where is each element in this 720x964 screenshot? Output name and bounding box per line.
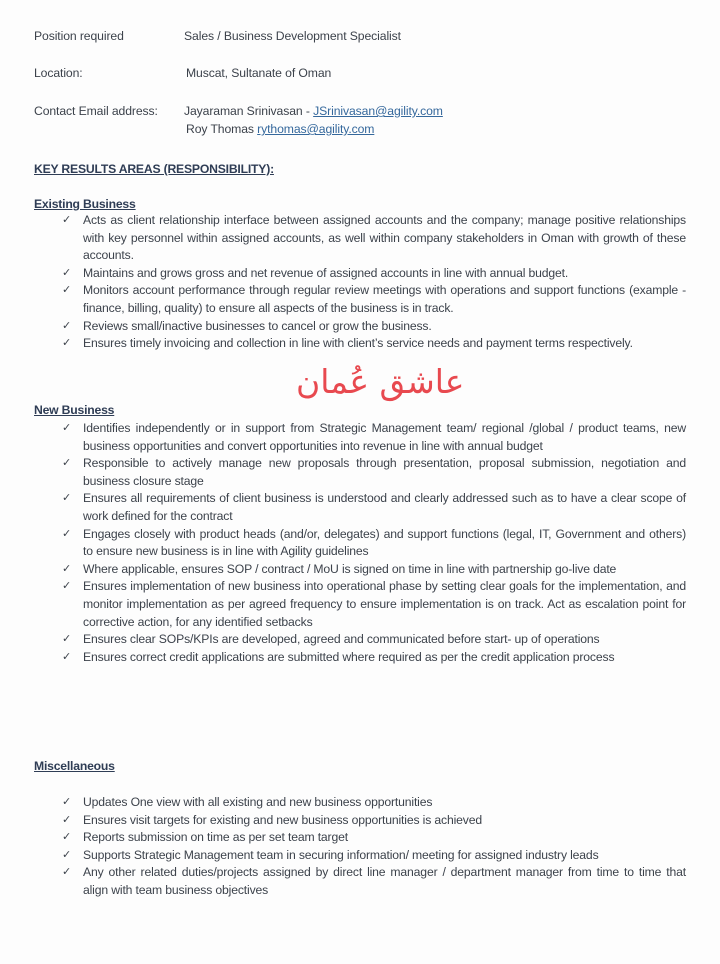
list-item <box>62 631 686 649</box>
section-title-miscellaneous: Miscellaneous <box>34 759 115 773</box>
checkmark-icon: ✓ <box>62 813 72 826</box>
list-item-text: Maintains and grows gross and net revenue of assigned accounts in line with annual budget. <box>83 265 569 280</box>
checkmark-icon: ✓ <box>62 866 72 879</box>
checkmark-icon: ✓ <box>62 527 72 540</box>
list-item <box>62 847 686 865</box>
checkmark-icon: ✓ <box>62 633 72 646</box>
checkmark-icon: ✓ <box>62 337 72 350</box>
checkmark-icon: ✓ <box>62 319 72 332</box>
list-item <box>62 335 686 353</box>
list-item <box>62 265 686 283</box>
contact-2 <box>186 122 374 136</box>
position-value: Sales / Business Development Specialist <box>184 29 401 43</box>
contact-2-email-link[interactable]: rythomas@agility.com <box>257 122 375 136</box>
checkmark-icon: ✓ <box>62 831 72 844</box>
arabic-watermark: عاشق عُمان <box>296 362 465 401</box>
list-item <box>62 864 686 899</box>
new-business-list <box>62 420 686 666</box>
list-item-text: Ensures visit targets for existing and new business opportunities is achieved <box>83 812 482 827</box>
list-item <box>62 812 686 830</box>
position-label: Position required <box>34 29 124 43</box>
list-item <box>62 829 686 847</box>
list-item-text: Identifies independently or in support from Strategic Management team/ regional /global / product teams, new business opportunities and convert opportunities into revenue in line with annual budget <box>83 421 686 453</box>
checkmark-icon: ✓ <box>62 650 72 663</box>
list-item-text: Monitors account performance through regular review meetings with operations and support functions (example - finance, billing, quality) to ensure all aspects of the business is in track. <box>83 283 686 315</box>
list-item-text: Ensures all requirements of client business is understood and clearly addressed such as to have a clear scope of work defined for the contract <box>83 491 686 523</box>
list-item <box>62 455 686 490</box>
list-item <box>62 578 686 631</box>
checkmark-icon: ✓ <box>62 422 72 434</box>
list-item-text: Where applicable, ensures SOP / contract / MoU is signed on time in line with partnership go-live date <box>83 561 617 576</box>
list-item-text: Ensures clear SOPs/KPIs are developed, agreed and communicated before start- up of operations <box>83 632 600 647</box>
checkmark-icon: ✓ <box>62 848 72 861</box>
checkmark-icon: ✓ <box>62 796 72 808</box>
checkmark-icon: ✓ <box>62 214 72 226</box>
list-item-text: Ensures timely invoicing and collection in line with client’s service needs and payment terms respectively. <box>83 336 633 351</box>
section-title-existing-business: Existing Business <box>34 197 136 211</box>
checkmark-icon: ✓ <box>62 284 72 297</box>
list-item <box>62 282 686 317</box>
list-item-text: Ensures correct credit applications are submitted where required as per the credit application process <box>83 649 615 664</box>
contact-1-name: Jayaraman Srinivasan - <box>184 104 310 118</box>
contact-2-name: Roy Thomas <box>186 122 254 136</box>
existing-business-list <box>62 212 686 353</box>
checkmark-icon: ✓ <box>62 580 72 593</box>
checkmark-icon: ✓ <box>62 457 72 470</box>
list-item <box>62 318 686 336</box>
list-item <box>62 526 686 561</box>
checkmark-icon: ✓ <box>62 562 72 575</box>
contact-1 <box>184 104 443 118</box>
checkmark-icon: ✓ <box>62 266 72 279</box>
location-label: Location: <box>34 66 83 80</box>
list-item-text: Reviews small/inactive businesses to cancel or grow the business. <box>83 318 432 333</box>
list-item <box>62 490 686 525</box>
list-item-text: Responsible to actively manage new proposals through presentation, proposal submission, negotiation and business closure stage <box>83 456 686 488</box>
kra-title: KEY RESULTS AREAS (RESPONSIBILITY): <box>34 162 274 176</box>
location-value: Muscat, Sultanate of Oman <box>186 66 332 80</box>
list-item <box>62 561 686 579</box>
list-item-text: Ensures implementation of new business into operational phase by setting clear goals for the implementation, and monitor implementation as per agreed frequency to ensure implementation is on track. Act as escalation point for corrective action, for any identified setbacks <box>83 579 686 629</box>
list-item-text: Acts as client relationship interface between assigned accounts and the company; manage positive relationships with key personnel within assigned accounts, as well within company stakeholders in Oman with growth of these accounts. <box>83 213 686 263</box>
checkmark-icon: ✓ <box>62 492 72 505</box>
list-item <box>62 420 686 455</box>
list-item <box>62 649 686 667</box>
miscellaneous-list <box>62 794 686 900</box>
list-item <box>62 212 686 265</box>
contact-label: Contact Email address: <box>34 104 158 118</box>
list-item-text: Engages closely with product heads (and/or, delegates) and support functions (legal, IT, Government and others) to ensure new business is in line with Agility guidelines <box>83 526 686 559</box>
list-item <box>62 794 686 812</box>
list-item-text: Reports submission on time as per set team target <box>83 830 348 845</box>
contact-1-email-link[interactable]: JSrinivasan@agility.com <box>313 104 443 118</box>
list-item-text: Updates One view with all existing and new business opportunities <box>83 795 433 809</box>
list-item-text: Supports Strategic Management team in securing information/ meeting for assigned industry leads <box>83 847 599 862</box>
list-item-text: Any other related duties/projects assigned by direct line manager / department manager from time to time that align with team business objectives <box>83 865 686 897</box>
section-title-new-business: New Business <box>34 403 115 417</box>
